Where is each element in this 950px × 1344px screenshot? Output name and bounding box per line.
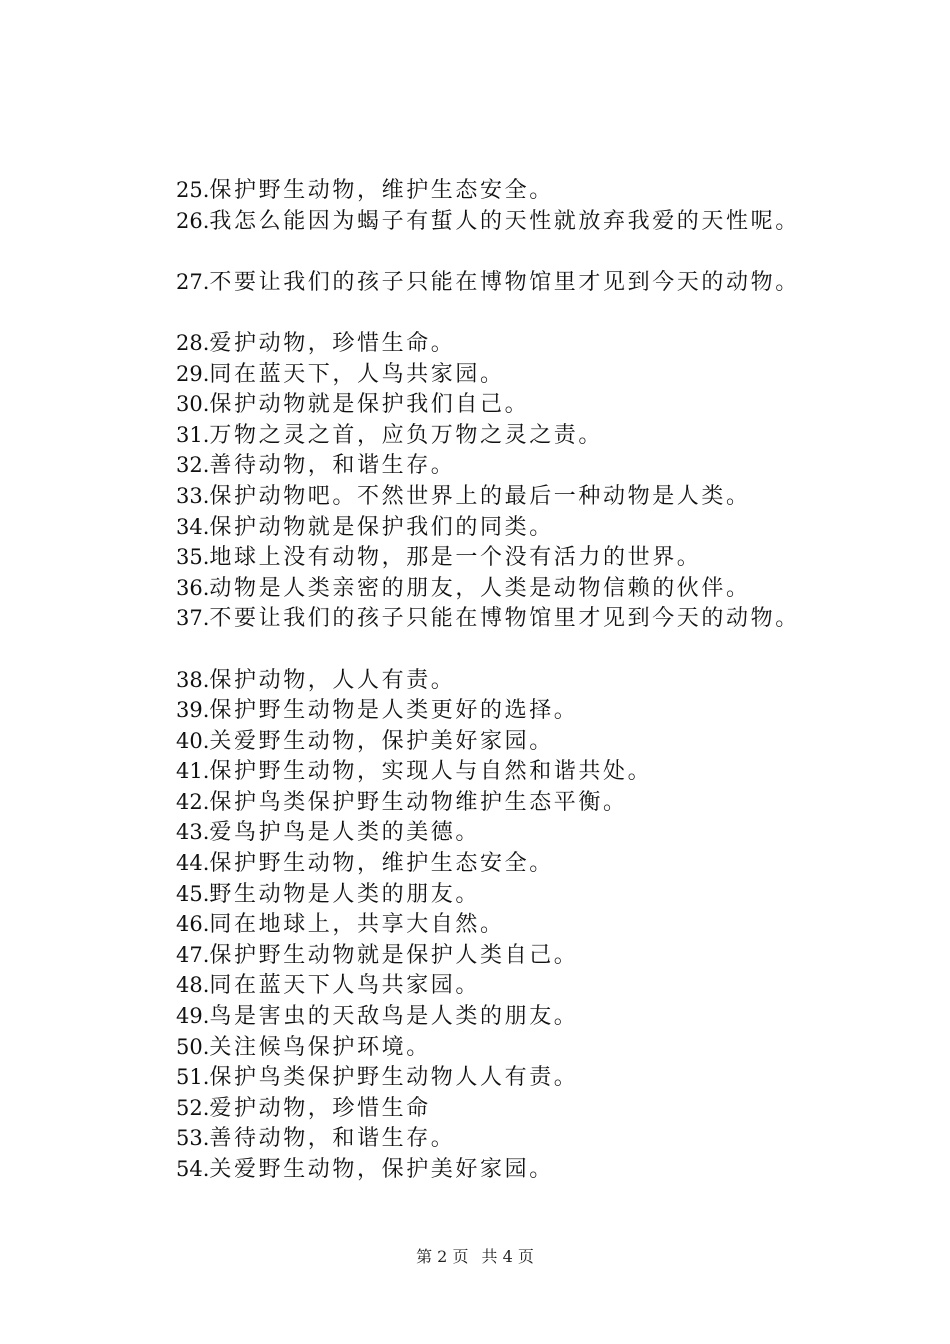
item-text: 野生动物是人类的朋友。 — [209, 881, 481, 907]
list-item — [176, 1001, 896, 1032]
item-text: 不要让我们的孩子只能在博物馆里才见到今天的动物。 — [209, 269, 800, 295]
list-item — [176, 450, 896, 481]
item-number: 40. — [176, 728, 210, 753]
item-number: 51. — [176, 1065, 210, 1090]
item-text: 爱护动物，珍惜生命。 — [209, 330, 456, 356]
item-number: 45. — [176, 881, 210, 906]
item-text: 同在蓝天下，人鸟共家园。 — [209, 361, 505, 387]
list-item — [176, 267, 896, 298]
list-item — [176, 665, 896, 696]
item-number: 26. — [176, 208, 210, 233]
item-text: 善待动物，和谐生存。 — [209, 453, 456, 479]
item-text: 保护野生动物就是保护人类自己。 — [209, 942, 579, 968]
item-number: 37. — [176, 606, 210, 631]
list-item — [176, 175, 896, 206]
item-number: 25. — [176, 178, 210, 202]
item-text: 地球上没有动物，那是一个没有活力的世界。 — [209, 545, 702, 571]
item-number: 41. — [176, 759, 210, 784]
item-text: 保护动物就是保护我们自己。 — [209, 392, 530, 418]
list-item — [176, 726, 896, 757]
list-item — [176, 573, 896, 604]
page-footer — [0, 1244, 950, 1267]
item-text: 善待动物，和谐生存。 — [209, 1126, 456, 1152]
item-number: 50. — [176, 1034, 210, 1059]
item-number: 28. — [176, 330, 210, 355]
list-item — [176, 695, 896, 726]
item-number: 43. — [176, 820, 210, 845]
list-item — [176, 940, 896, 971]
item-number: 53. — [176, 1126, 210, 1151]
item-text: 保护动物就是保护我们的同类。 — [209, 514, 554, 540]
item-number: 27. — [176, 269, 210, 294]
item-number: 44. — [176, 851, 210, 876]
list-item — [176, 481, 896, 512]
item-text: 保护野生动物，维护生态安全。 — [209, 178, 554, 203]
item-number: 34. — [176, 514, 210, 539]
list-item — [176, 603, 896, 634]
item-text: 保护野生动物是人类更好的选择。 — [209, 698, 579, 724]
list-item — [176, 787, 896, 818]
item-number: 42. — [176, 789, 210, 814]
item-number: 35. — [176, 545, 210, 570]
item-text: 动物是人类亲密的朋友，人类是动物信赖的伙伴。 — [209, 575, 751, 601]
item-text: 保护鸟类保护野生动物人人有责。 — [209, 1065, 579, 1091]
list-item — [176, 1032, 896, 1063]
item-number: 29. — [176, 361, 210, 386]
item-text: 我怎么能因为蝎子有蜇人的天性就放弃我爱的天性呢。 — [209, 208, 800, 234]
item-text: 保护野生动物，实现人与自然和谐共处。 — [209, 759, 653, 785]
item-number: 32. — [176, 453, 210, 478]
item-text: 保护动物吧。不然世界上的最后一种动物是人类。 — [209, 483, 751, 509]
item-number: 33. — [176, 483, 210, 508]
item-text: 鸟是害虫的天敌鸟是人类的朋友。 — [209, 1004, 579, 1030]
list-item — [176, 970, 896, 1001]
item-text: 关爱野生动物，保护美好家园。 — [209, 1157, 554, 1182]
list-item — [176, 328, 896, 359]
item-number: 52. — [176, 1095, 210, 1120]
list-item — [176, 817, 896, 848]
item-number: 39. — [176, 698, 210, 723]
page-total: 共 4 页 — [481, 1247, 534, 1266]
item-text: 保护野生动物，维护生态安全。 — [209, 851, 554, 877]
slogan-list — [176, 175, 896, 1185]
item-number: 46. — [176, 912, 210, 937]
item-number: 47. — [176, 942, 210, 967]
item-number: 49. — [176, 1004, 210, 1029]
item-text: 爱护动物，珍惜生命 — [209, 1095, 431, 1121]
list-item — [176, 389, 896, 420]
item-number: 38. — [176, 667, 210, 692]
list-item — [176, 1093, 896, 1124]
list-item — [176, 1062, 896, 1093]
list-item — [176, 879, 896, 910]
item-number: 54. — [176, 1157, 210, 1181]
list-item — [176, 1123, 896, 1154]
item-text: 同在蓝天下人鸟共家园。 — [209, 973, 481, 999]
item-text: 关注候鸟保护环境。 — [209, 1034, 431, 1060]
list-item — [176, 756, 896, 787]
item-number: 31. — [176, 422, 210, 447]
item-number: 36. — [176, 575, 210, 600]
page-number: 第 2 页 — [416, 1247, 469, 1266]
list-item — [176, 359, 896, 390]
list-item — [176, 1154, 896, 1185]
item-number: 30. — [176, 392, 210, 417]
item-number: 48. — [176, 973, 210, 998]
item-text: 不要让我们的孩子只能在博物馆里才见到今天的动物。 — [209, 606, 800, 632]
item-text: 保护动物，人人有责。 — [209, 667, 456, 693]
item-text: 万物之灵之首，应负万物之灵之责。 — [209, 422, 604, 448]
item-text: 同在地球上，共享大自然。 — [209, 912, 505, 938]
item-text: 爱鸟护鸟是人类的美德。 — [209, 820, 481, 846]
list-item — [176, 420, 896, 451]
list-item — [176, 512, 896, 543]
list-item — [176, 848, 896, 879]
item-text: 保护鸟类保护野生动物维护生态平衡。 — [209, 789, 628, 815]
list-item — [176, 206, 896, 237]
list-item — [176, 542, 896, 573]
list-item — [176, 909, 896, 940]
item-text: 关爱野生动物，保护美好家园。 — [209, 728, 554, 754]
